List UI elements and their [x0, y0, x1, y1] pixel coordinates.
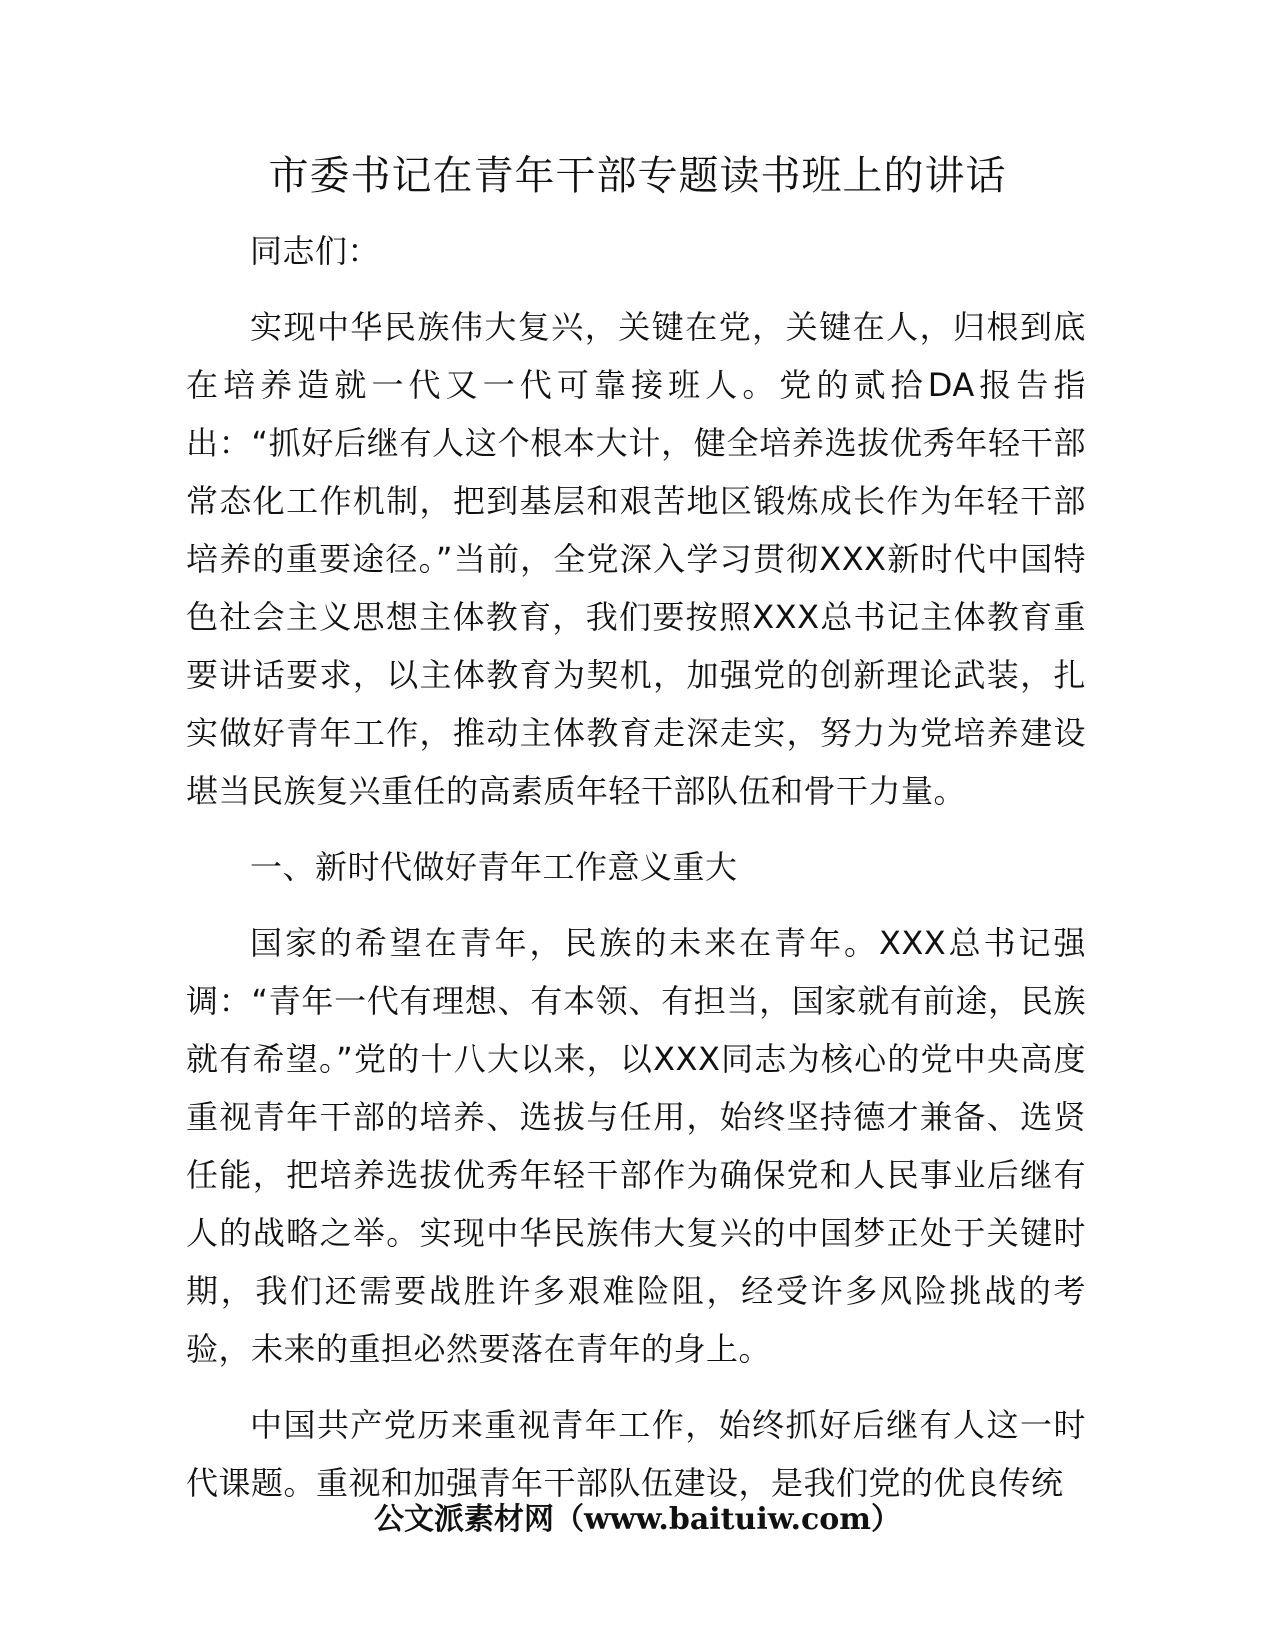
- document-body: [186, 222, 1086, 1512]
- footer-watermark: 公文派素材网（www.baituiw.com）: [373, 1502, 902, 1537]
- document-title: 市委书记在青年干部专题读书班上的讲话: [268, 153, 1007, 199]
- salutation: 同志们：: [250, 232, 381, 270]
- section-heading-1: 一、新时代做好青年工作意义重大: [250, 848, 738, 886]
- paragraph-1: 实现中华民族伟大复兴，关键在党，关键在人，归根到底在培养造就一代又一代可靠接班人。党的贰拾DA报告指出：“抓好后继有人这个根本大计，健全培养选拔优秀年轻干部常态化工作机制，把到基层和艰苦地区锻炼成长作为年轻干部培养的重要途径。”当前，全党深入学习贯彻XXX新时代中国特色社会主义思想主体教育，我们要按照XXX总书记主体教育重要讲话要求，以主体教育为契机，加强党的创新理论武装，扎实做好青年工作，推动主体教育走深走实，努力为党培养建设堪当民族复兴重任的高素质年轻干部队伍和骨干力量。: [186, 308, 1086, 810]
- paragraph-3: 中国共产党历来重视青年工作，始终抓好后继有人这一时代课题。重视和加强青年干部队伍建设，是我们党的优良传统: [186, 1406, 1086, 1502]
- paragraph-2: 国家的希望在青年，民族的未来在青年。XXX总书记强调：“青年一代有理想、有本领、有担当，国家就有前途，民族就有希望。”党的十八大以来，以XXX同志为核心的党中央高度重视青年干部的培养、选拔与任用，始终坚持德才兼备、选贤任能，把培养选拔优秀年轻干部作为确保党和人民事业后继有人的战略之举。实现中华民族伟大复兴的中国梦正处于关键时期，我们还需要战胜许多艰难险阻，经受许多风险挑战的考验，未来的重担必然要落在青年的身上。: [186, 924, 1086, 1368]
